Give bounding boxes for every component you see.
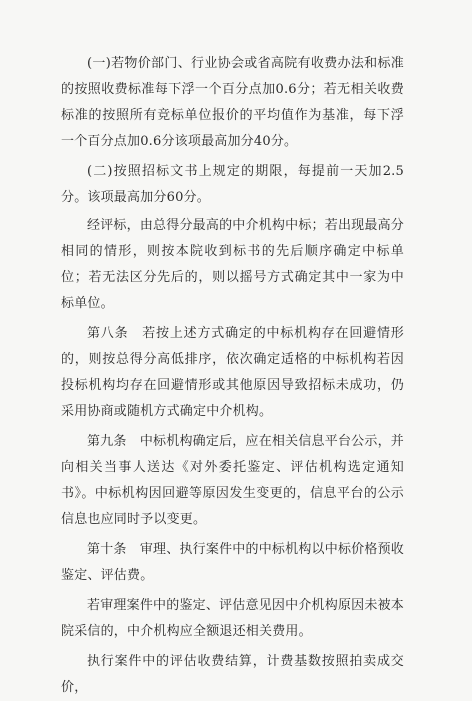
paragraph-article-10: 第十条 审理、执行案件中的中标机构以中标价格预收鉴定、评估费。 xyxy=(61,542,404,583)
paragraph-8: 执行案件中的评估收费结算，计费基数按照拍卖成交价， xyxy=(61,654,404,695)
paragraph-1: (一)若物价部门、行业协会或省高院有收费办法和标准的按照收费标准每下浮一个百分点加0.6分；若无相关收费标准的按照所有竞标单位报价的平均值作为基准，每下浮一个百分点加0.6分该项最高加分40分。 xyxy=(61,56,404,149)
paragraph-article-9: 第九条 中标机构确定后，应在相关信息平台公示，并向相关当事人送达《对外委托鉴定、评估机构选定通知书》。中标机构因回避等原因发生变更的，信息平台的公示信息也应同时予以变更。 xyxy=(61,434,404,527)
paragraph-2: (二)按照招标文书上规定的期限，每提前一天加2.5分。该项最高加分60分。 xyxy=(61,164,404,205)
paragraph-7: 若审理案件中的鉴定、评估意见因中介机构原因未被本院采信的，中介机构应全额退还相关费用。 xyxy=(61,598,404,639)
paragraph-3: 经评标，由总得分最高的中介机构中标；若出现最高分相同的情形，则按本院收到标书的先后顺序确定中标单位；若无法区分先后的，则以摇号方式确定其中一家为中标单位。 xyxy=(61,218,404,311)
paragraph-article-8: 第八条 若按上述方式确定的中标机构存在回避情形的，则按总得分高低排序，依次确定适格的中标机构若因投标机构均存在回避情形或其他原因导致招标未成功，仍采用协商或随机方式确定中介机构。 xyxy=(61,326,404,419)
